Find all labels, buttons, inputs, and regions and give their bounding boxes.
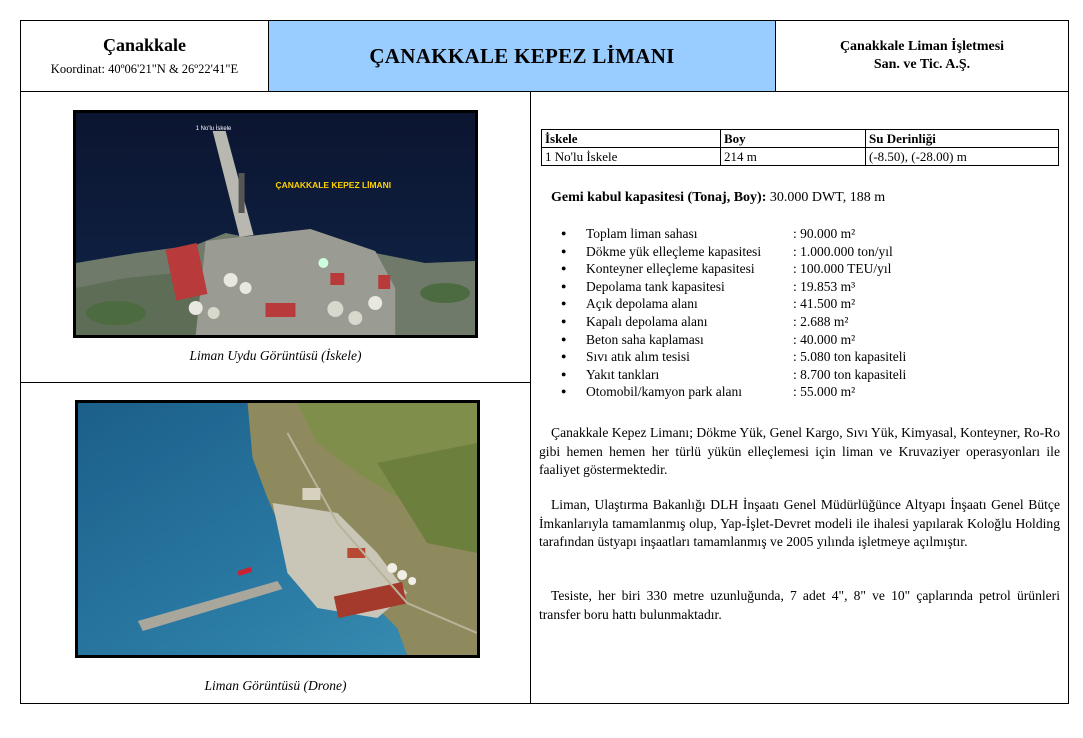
capacity-value: 30.000 DWT, 188 m bbox=[766, 190, 886, 205]
satellite-caption: Liman Uydu Görüntüsü (İskele) bbox=[189, 348, 362, 363]
pier-table-header bbox=[542, 130, 1059, 148]
pier-header-boy: Boy bbox=[721, 130, 866, 148]
details-column bbox=[531, 92, 1068, 703]
paragraph-history: Liman, Ulaştırma Bakanlığı DLH İnşaatı Genel Müdürlüğünce Altyapı İnşaatı Genel Bütçe İmkanlarıyla tamamlanmış olup, Yap-İşlet-Devret modeli ile ihalesi yapılarak Koloğlu Holding tarafından üstyapı inşaatları tamamlanmış ve 2005 yılında işletmeye açılmıştır. bbox=[539, 497, 1060, 549]
capacity-label: Gemi kabul kapasitesi (Tonaj, Boy): bbox=[551, 190, 767, 205]
company-name-line1: Çanakkale Liman İşletmesi bbox=[839, 39, 1005, 54]
pier-depth: (-8.50), (-28.00) m bbox=[866, 148, 1059, 166]
pier-label: 1 No'lu İskele bbox=[195, 125, 232, 133]
pier-name: 1 No'lu İskele bbox=[542, 148, 721, 166]
header-company bbox=[776, 21, 1068, 92]
pier-length: 214 m bbox=[721, 148, 866, 166]
pier-table bbox=[541, 129, 1059, 166]
satellite-panel bbox=[21, 92, 530, 383]
port-label: ÇANAKKALE KEPEZ LİMANI bbox=[275, 179, 392, 191]
port-info-sheet bbox=[20, 20, 1069, 704]
paragraph-operations: Çanakkale Kepez Limanı; Dökme Yük, Genel Kargo, Sıvı Yük, Kimyasal, Konteyner, Ro-Ro gibi hemen hemen her türlü yükün elleçlemesi için liman ve Kruvaziyer operasyonları ile faaliyet göstermektedir. bbox=[539, 425, 1060, 477]
list-item: ● Depolama tank kapasitesi : 19.853 m³ bbox=[561, 278, 906, 296]
pier-header-iskele: İskele bbox=[542, 130, 721, 148]
drone-panel bbox=[21, 382, 530, 703]
pier-header-depth: Su Derinliği bbox=[866, 130, 1059, 148]
table-row bbox=[542, 148, 1059, 166]
city-name: Çanakkale bbox=[102, 35, 187, 55]
satellite-photo bbox=[73, 110, 478, 338]
list-item: ● Dökme yük elleçleme kapasitesi : 1.000.000 ton/yıl bbox=[561, 243, 906, 261]
spec-list bbox=[561, 225, 906, 401]
list-item: ● Açık depolama alanı : 41.500 m² bbox=[561, 295, 906, 313]
port-title: ÇANAKKALE KEPEZ LİMANI bbox=[369, 43, 675, 68]
company-name-line2: San. ve Tic. A.Ş. bbox=[873, 57, 971, 72]
ship-capacity bbox=[551, 190, 885, 206]
list-item: ● Konteyner elleçleme kapasitesi : 100.000 TEU/yıl bbox=[561, 260, 906, 278]
list-item: ● Beton saha kaplaması : 40.000 m² bbox=[561, 331, 906, 349]
header-title bbox=[269, 21, 776, 92]
list-item: ● Otomobil/kamyon park alanı : 55.000 m² bbox=[561, 383, 906, 401]
list-item: ● Kapalı depolama alanı : 2.688 m² bbox=[561, 313, 906, 331]
list-item: ● Toplam liman sahası : 90.000 m² bbox=[561, 225, 906, 243]
drone-caption: Liman Görüntüsü (Drone) bbox=[204, 678, 347, 693]
coordinates: Koordinat: 40º06'21"N & 26º22'41"E bbox=[50, 62, 239, 76]
list-item: ● Sıvı atık alım tesisi : 5.080 ton kapasiteli bbox=[561, 348, 906, 366]
image-column bbox=[21, 92, 531, 703]
list-item: ● Yakıt tankları : 8.700 ton kapasiteli bbox=[561, 366, 906, 384]
header-location bbox=[21, 21, 269, 92]
drone-photo bbox=[75, 400, 480, 658]
paragraph-pipelines: Tesiste, her biri 330 metre uzunluğunda, 7 adet 4", 8" ve 10" çaplarında petrol ürünleri transfer boru hattı bulunmaktadır. bbox=[539, 588, 1060, 622]
